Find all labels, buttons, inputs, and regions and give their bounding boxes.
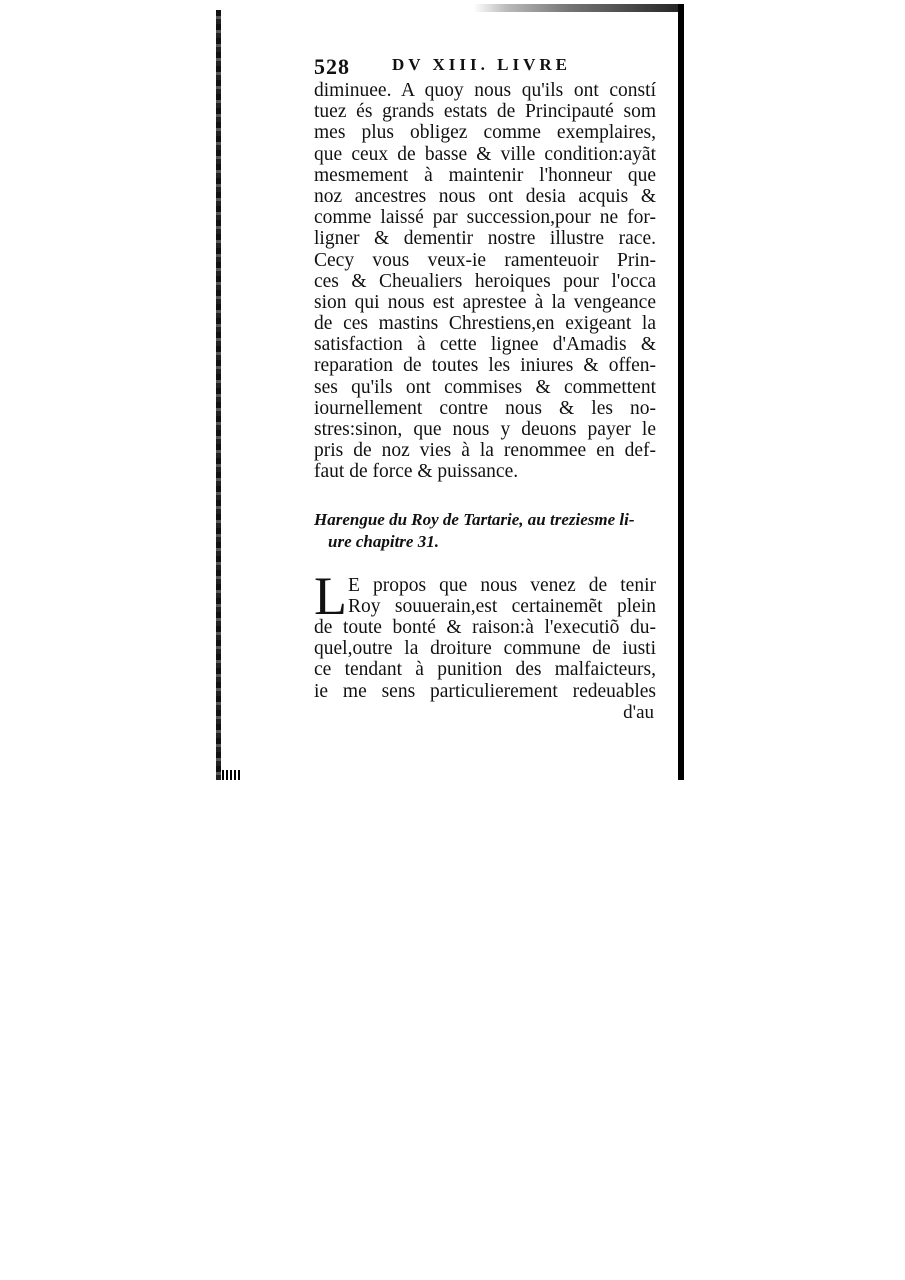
paragraph-1 bbox=[314, 80, 656, 483]
text-line: sion qui nous est aprestee à la vengeance bbox=[314, 291, 656, 313]
text-line: Cecy vous veux-ie ramenteuoir Prin- bbox=[314, 249, 656, 271]
text-line: mesmement à maintenir l'honneur que bbox=[314, 164, 656, 186]
text-line: de toute bonté & raison:à l'executiõ du- bbox=[314, 616, 656, 638]
text-line: iournellement contre nous & les no- bbox=[314, 397, 656, 419]
text-line: que ceux de basse & ville condition:ayãt bbox=[314, 143, 656, 165]
page-right-edge bbox=[678, 4, 684, 780]
paragraph-2 bbox=[314, 565, 656, 723]
text-line: reparation de toutes les iniures & offen- bbox=[314, 355, 656, 377]
text-line: comme laissé par succession,pour ne for- bbox=[314, 207, 656, 229]
text-line: faut de force & puissance. bbox=[314, 461, 519, 483]
text-line: Roy souuerain,est certainemẽt plein bbox=[348, 595, 656, 617]
text-line: de ces mastins Chrestiens,en exigeant la bbox=[314, 313, 656, 335]
drop-cap: L bbox=[314, 565, 347, 626]
text-line: ligner & dementir nostre illustre race. bbox=[314, 228, 656, 250]
text-line: quel,outre la droiture commune de iusti bbox=[314, 638, 656, 660]
scanned-page bbox=[216, 4, 684, 780]
text-line: satisfaction à cette lignee d'Amadis & bbox=[314, 334, 656, 356]
text-column bbox=[314, 52, 656, 723]
text-line: E propos que nous venez de tenir bbox=[348, 574, 656, 596]
page-number: 528 bbox=[314, 54, 350, 79]
text-line: ces & Cheualiers heroiques pour l'occa bbox=[314, 270, 656, 292]
running-head-title: DV XIII. LIVRE bbox=[392, 55, 571, 74]
running-head bbox=[314, 52, 656, 80]
section-heading-line-1: Harengue du Roy de Tartarie, au treziesme li- bbox=[314, 509, 635, 529]
page-left-edge bbox=[216, 10, 221, 780]
section-heading bbox=[314, 509, 656, 553]
text-line: diminuee. A quoy nous qu'ils ont constí bbox=[314, 80, 656, 101]
text-line: ie me sens particulierement redeuables bbox=[314, 680, 656, 702]
page-bottom-speck bbox=[222, 770, 242, 780]
text-line: noz ancestres nous ont desia acquis & bbox=[314, 185, 656, 207]
text-line: tuez és grands estats de Principauté som bbox=[314, 101, 656, 123]
text-line: pris de noz vies à la renommee en def- bbox=[314, 440, 656, 462]
text-line: mes plus obligez comme exemplaires, bbox=[314, 122, 656, 144]
text-line: ce tendant à punition des malfaicteurs, bbox=[314, 659, 656, 681]
dropcap-row bbox=[314, 565, 656, 626]
catchword: d'au bbox=[623, 701, 654, 723]
text-line: ses qu'ils ont commises & commettent bbox=[314, 376, 656, 398]
page-top-edge bbox=[216, 4, 684, 12]
section-heading-line-2: ure chapitre 31. bbox=[328, 531, 439, 551]
text-line: stres:sinon, que nous y deuons payer le bbox=[314, 419, 656, 440]
